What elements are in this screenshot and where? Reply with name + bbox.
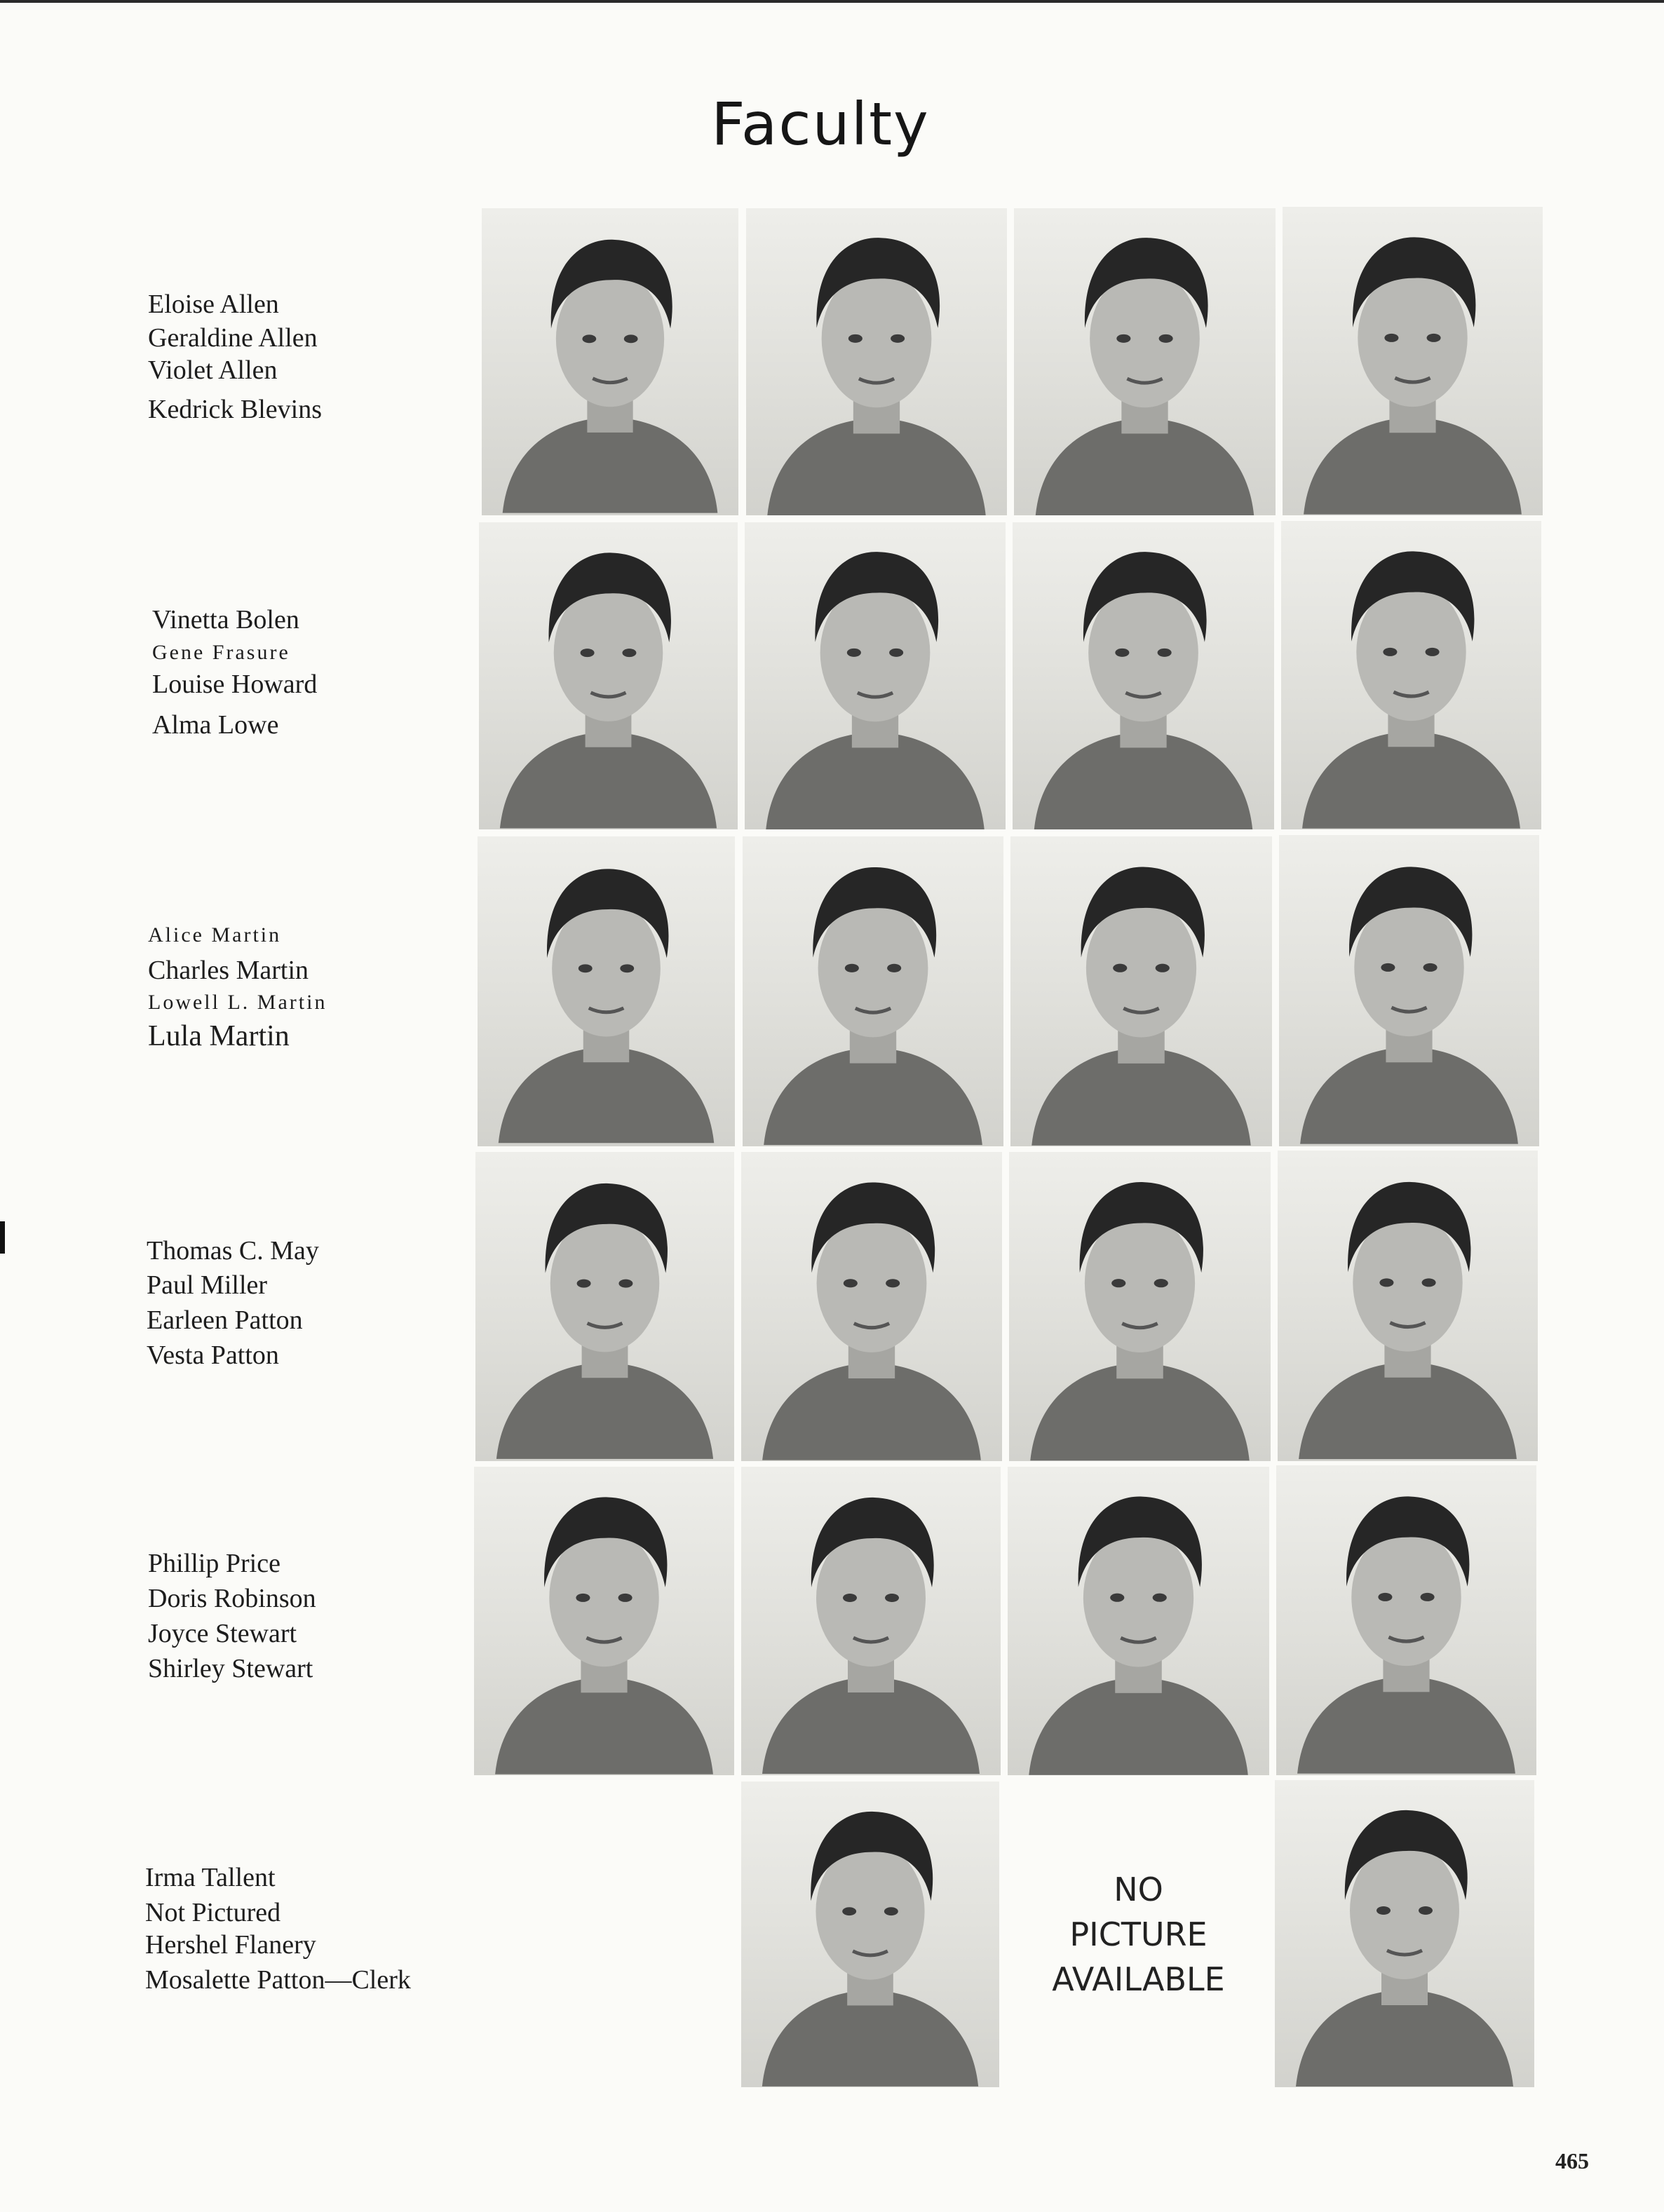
faculty-name: Doris Robinson <box>148 1584 316 1613</box>
faculty-name: Shirley Stewart <box>148 1654 313 1683</box>
faculty-name: Gene Frasure <box>152 641 290 664</box>
faculty-name: Mosalette Patton—Clerk <box>145 1965 411 1995</box>
not-pictured-label: Not Pictured <box>145 1898 281 1927</box>
faculty-portrait-photo <box>1013 522 1274 829</box>
faculty-name: Thomas C. May <box>147 1236 319 1266</box>
faculty-name: Phillip Price <box>148 1549 280 1578</box>
faculty-portrait-photo <box>482 208 738 515</box>
faculty-name: Vinetta Bolen <box>152 605 299 635</box>
faculty-portrait-photo <box>1009 1152 1271 1461</box>
faculty-name: Eloise Allen <box>148 290 279 319</box>
faculty-name: Geraldine Allen <box>148 323 318 353</box>
faculty-portrait-photo <box>474 1467 734 1775</box>
faculty-portrait-photo <box>1010 836 1272 1146</box>
faculty-portrait-photo <box>1276 1465 1536 1775</box>
faculty-portrait-photo <box>475 1152 734 1461</box>
faculty-name: Earleen Patton <box>147 1305 303 1335</box>
faculty-portrait-photo <box>741 1467 1001 1775</box>
faculty-name: Paul Miller <box>147 1270 268 1300</box>
faculty-name: Lula Martin <box>148 1020 290 1052</box>
faculty-name: Alma Lowe <box>152 710 279 740</box>
faculty-portrait-photo <box>741 1782 999 2087</box>
faculty-portrait-photo <box>478 836 735 1146</box>
faculty-portrait-photo <box>1008 1467 1269 1775</box>
faculty-portrait-photo <box>1279 835 1539 1146</box>
faculty-portrait-photo <box>746 208 1007 515</box>
faculty-portrait-photo <box>745 522 1006 829</box>
faculty-name: Louise Howard <box>152 670 318 699</box>
faculty-name: Charles Martin <box>148 956 309 985</box>
faculty-name: Alice Martin <box>148 923 282 946</box>
faculty-portrait-photo <box>479 522 738 829</box>
faculty-portrait-photo <box>1278 1151 1538 1461</box>
page-edge-mark <box>0 1221 5 1254</box>
faculty-portrait-photo <box>1281 521 1541 829</box>
faculty-name: Irma Tallent <box>145 1863 276 1892</box>
faculty-portrait-photo <box>1014 208 1276 515</box>
faculty-portrait-photo <box>743 836 1003 1146</box>
placeholder-line: NO <box>1114 1871 1163 1908</box>
faculty-portrait-photo <box>1275 1780 1534 2087</box>
faculty-name: Violet Allen <box>148 355 278 385</box>
placeholder-line: PICTURE <box>1069 1915 1208 1953</box>
faculty-name: Vesta Patton <box>147 1341 279 1370</box>
top-edge-rule <box>0 0 1664 3</box>
faculty-name: Lowell L. Martin <box>148 991 327 1014</box>
faculty-name: Kedrick Blevins <box>148 395 323 424</box>
no-picture-placeholder <box>1008 1782 1269 2087</box>
faculty-portrait-photo <box>1283 207 1543 515</box>
page-title: Faculty <box>711 90 930 158</box>
faculty-name: Joyce Stewart <box>148 1619 297 1648</box>
placeholder-line: AVAILABLE <box>1052 1960 1225 1998</box>
faculty-portrait-photo <box>741 1152 1002 1461</box>
faculty-name: Hershel Flanery <box>145 1930 316 1960</box>
page-number: 465 <box>1555 2148 1589 2173</box>
